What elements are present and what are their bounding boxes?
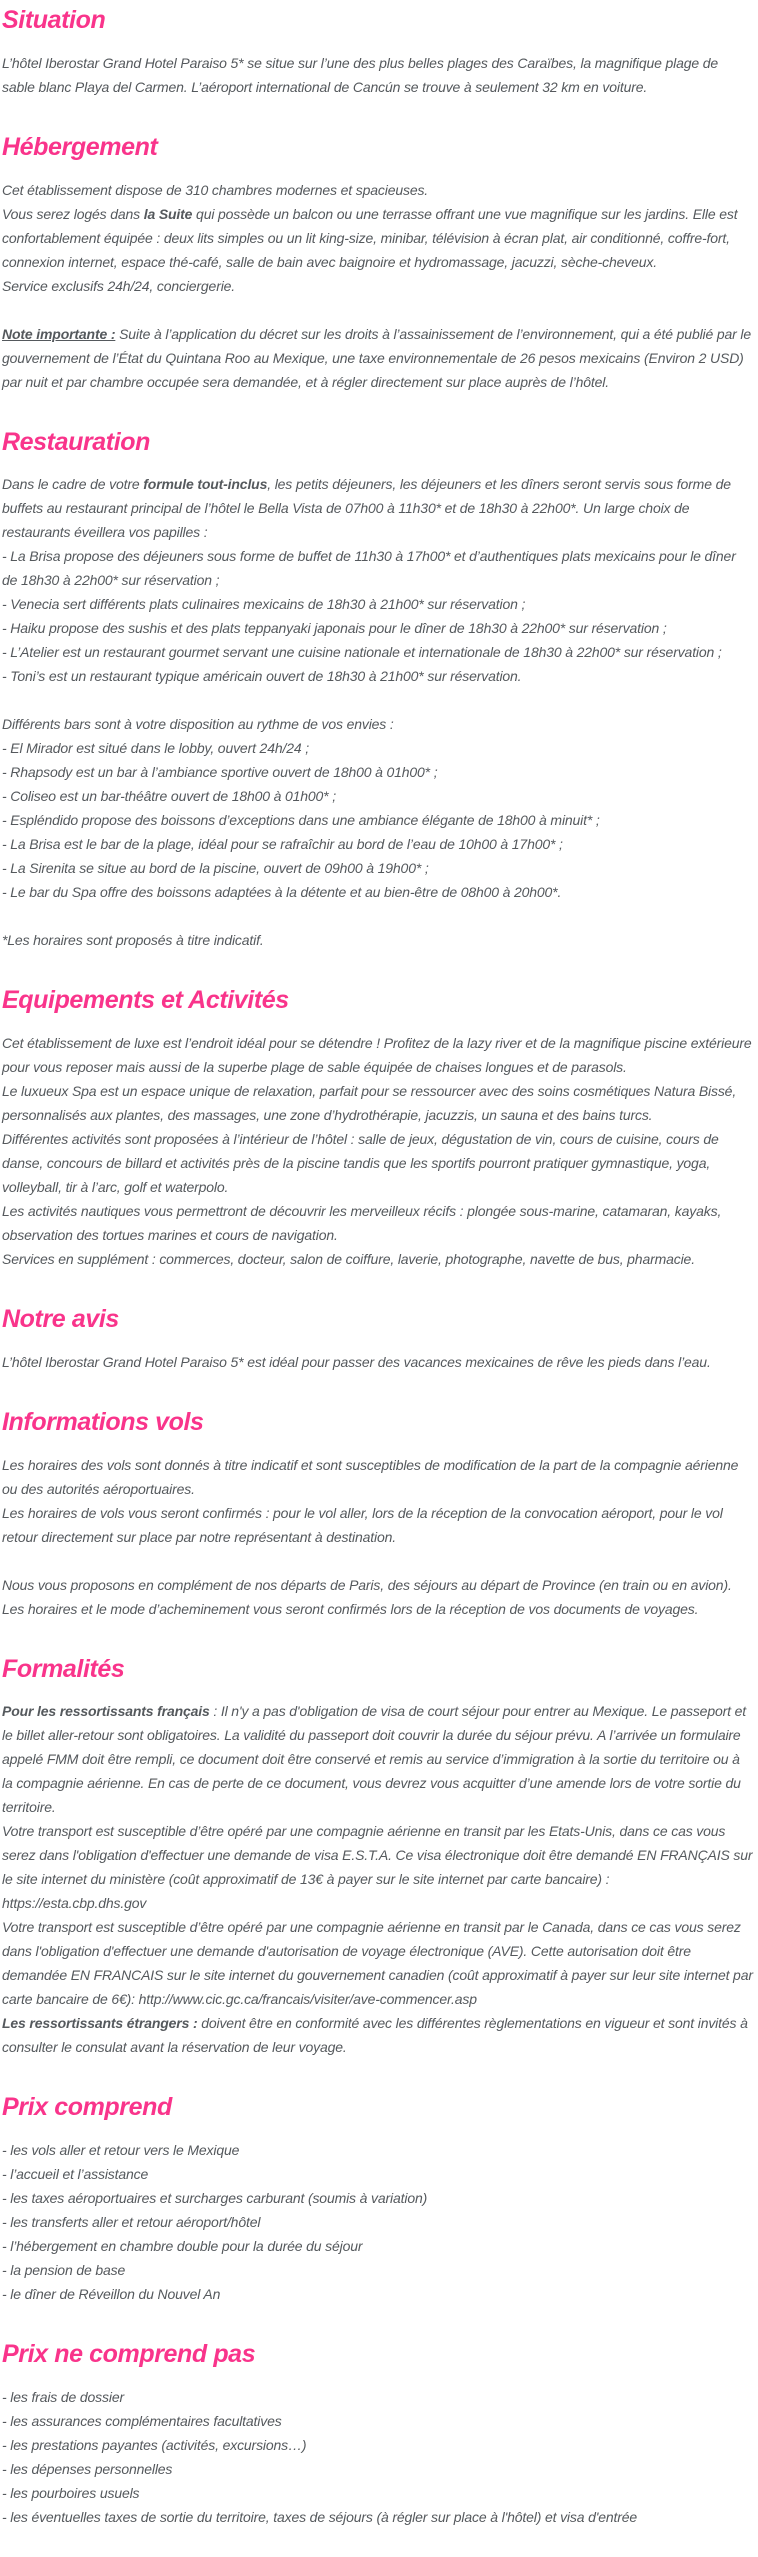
paragraph	[2, 1079, 754, 1127]
paragraph	[2, 592, 754, 616]
text-run: doivent être en conformité avec les différentes règlementations en vigueur et sont invités à consulter le consulat avant la réservation de leur voyage.	[2, 2015, 748, 2056]
text-run: formule tout-inclus	[143, 476, 268, 493]
text-run: Nous vous proposons en complément de nos départs de Paris, des séjours au départ de Province (en train ou en avion).	[2, 1576, 732, 1593]
text-run: qui possède un balcon ou une terrasse offrant une vue magnifique sur les jardins. Elle est confortablement équipée : deux lits simples ou un lit king-size, minibar, télévision à écran plat, air conditionné, coffre-fort, connexion internet, espace thé-café, salle de bain avec baignoire et hydromassage, jacuzzi, sèche-cheveux.	[2, 205, 738, 270]
section-equipements-et-activites	[2, 986, 754, 1271]
text-run: Dans le cadre de votre	[2, 476, 144, 493]
text-run: Les horaires et le mode d’acheminement vous seront confirmés lors de la réception de vos documents de voyages.	[2, 1600, 699, 1617]
paragraph	[2, 2210, 754, 2234]
paragraph	[2, 856, 754, 880]
paragraph	[2, 1127, 754, 1199]
paragraph	[2, 2409, 754, 2433]
section-heading-equipements-et-activites: Equipements et Activités	[2, 986, 289, 1015]
text-run: - Toni’s est un restaurant typique américain ouvert de 18h30 à 21h00* sur réservation.	[2, 668, 522, 685]
paragraph	[2, 2138, 754, 2162]
paragraph	[2, 712, 754, 736]
text-run: - les dépenses personnelles	[2, 2460, 173, 2477]
section-formalites	[2, 1655, 754, 2060]
paragraph	[2, 1915, 754, 2011]
text-run: - l’hébergement en chambre double pour la durée du séjour	[2, 2238, 363, 2254]
text-run: - La Brisa propose des déjeuners sous forme de buffet de 11h30 à 17h00* et d’authentiques plats mexicains pour le dîner de 18h30 à 22h00* sur réservation ;	[2, 548, 736, 589]
text-run: - Venecia sert différents plats culinaires mexicains de 18h30 à 21h00* sur réservation ;	[2, 596, 526, 613]
paragraph	[2, 178, 754, 202]
paragraph	[2, 1031, 754, 1079]
paragraph	[2, 2162, 754, 2186]
paragraph	[2, 472, 754, 544]
paragraph	[2, 784, 754, 808]
section-prix-comprend	[2, 2093, 754, 2306]
paragraph-spacer	[2, 298, 754, 322]
section-heading-notre-avis: Notre avis	[2, 1305, 119, 1333]
text-run: Service exclusifs 24h/24, conciergerie.	[2, 277, 236, 294]
paragraph	[2, 322, 754, 394]
paragraph-spacer	[2, 904, 754, 928]
text-run: - Rhapsody est un bar à l’ambiance sportive ouvert de 18h00 à 01h00* ;	[2, 764, 438, 781]
text-run: Pour les ressortissants français	[2, 1703, 210, 1720]
text-run: L’hôtel Iberostar Grand Hotel Paraiso 5* se situe sur l’une des plus belles plages des Caraïbes, la magnifique plage de sable blanc Playa del Carmen. L’aéroport international de Cancún se trouve à seulement 32 km en voiture.	[2, 54, 719, 95]
text-run: Les activités nautiques vous permettront de découvrir les merveilleux récifs : plongée sous-marine, catamaran, kayaks, observation des tortues marines et cours de navigation.	[2, 1203, 722, 1243]
paragraph	[2, 2505, 754, 2529]
paragraph	[2, 2011, 754, 2059]
section-heading-prix-comprend: Prix comprend	[2, 2093, 172, 2122]
text-run: - Espléndido propose des boissons d’exceptions dans une ambiance élégante de 18h00 à minuit* ;	[2, 812, 600, 829]
text-run: - les prestations payantes (activités, excursions…)	[2, 2436, 307, 2453]
section-heading-restauration: Restauration	[2, 427, 151, 456]
text-run: - Haiku propose des sushis et des plats teppanyaki japonais pour le dîner de 18h30 à 22h00* sur réservation ;	[2, 620, 667, 637]
text-run: la Suite	[143, 205, 193, 222]
text-run: - Coliseo est un bar-théâtre ouvert de 18h00 à 01h00* ;	[2, 788, 336, 805]
paragraph	[2, 2457, 754, 2481]
text-run: L’hôtel Iberostar Grand Hotel Paraiso 5* est idéal pour passer des vacances mexicaines de rêve les pieds dans l’eau.	[2, 1353, 711, 1370]
section-hebergement	[2, 133, 754, 394]
text-run: Cet établissement dispose de 310 chambres modernes et spacieuses.	[2, 181, 429, 198]
paragraph	[2, 1819, 754, 1915]
text-run: - la pension de base	[2, 2262, 126, 2278]
text-run: - La Brisa est le bar de la plage, idéal pour se rafraîchir au bord de l’eau de 10h00 à 17h00* ;	[2, 836, 563, 853]
text-run: , les petits déjeuners, les déjeuners et les dîners seront servis sous forme de buffets au restaurant principal de l’hôtel le Bella Vista de 07h00 à 11h30* et de 18h30 à 22h00*. Un large choix de restaurants éveillera vos papilles :	[2, 476, 731, 541]
paragraph	[2, 880, 754, 904]
paragraph	[2, 1597, 754, 1621]
section-heading-situation: Situation	[2, 6, 106, 34]
section-heading-informations-vols: Informations vols	[2, 1407, 204, 1436]
paragraph	[2, 2234, 754, 2258]
text-run: Les ressortissants étrangers :	[2, 2015, 198, 2032]
paragraph	[2, 1453, 754, 1501]
text-run: Le luxueux Spa est un espace unique de relaxation, parfait pour se ressourcer avec des soins cosmétiques Natura Bissé, personnalisés aux plantes, des massages, une zone d’hydrothérapie, jacuzzis, un sauna et des bains turcs.	[2, 1083, 737, 1123]
paragraph	[2, 1573, 754, 1597]
paragraph	[2, 928, 754, 952]
paragraph-spacer	[2, 1549, 754, 1573]
text-run: - les transferts aller et retour aéroport/hôtel	[2, 2214, 261, 2230]
paragraph	[2, 1199, 754, 1247]
text-run: Les horaires des vols sont donnés à titre indicatif et sont susceptibles de modification de la part de la compagnie aérienne ou des autorités aéroportuaires.	[2, 1456, 739, 1497]
paragraph	[2, 1247, 754, 1271]
text-run: Cet établissement de luxe est l’endroit idéal pour se détendre ! Profitez de la lazy river et de la magnifique piscine extérieure pour vous reposer mais aussi de la superbe plage de sable équipée de chaises longues et de parasols.	[2, 1035, 752, 1075]
paragraph	[2, 2282, 754, 2306]
text-run: - les éventuelles taxes de sortie du territoire, taxes de séjours (à régler sur place à l'hôtel) et visa d'entrée	[2, 2508, 638, 2525]
text-run: - les vols aller et retour vers le Mexique	[2, 2142, 240, 2158]
text-run: Vous serez logés dans	[2, 205, 144, 222]
paragraph	[2, 640, 754, 664]
section-heading-prix-ne-comprend-pas: Prix ne comprend pas	[2, 2340, 256, 2368]
text-run: : Il n'y a pas d'obligation de visa de court séjour pour entrer au Mexique. Le passeport et le billet aller-retour sont obligatoires. La validité du passeport doit couvrir la durée du séjour prévu. A l’arrivée un formulaire appelé FMM doit être rempli, ce document doit être conservé et remis au service d’immigration à la sortie du territoire ou à la compagnie aérienne. En cas de perte de ce document, vous devrez vous acquitter d’une amende lors de votre sortie du territoire.	[2, 1703, 746, 1816]
paragraph	[2, 736, 754, 760]
text-run: Note importante :	[2, 325, 116, 342]
text-run: - les frais de dossier	[2, 2388, 124, 2405]
text-run: Suite à l’application du décret sur les droits à l’assainissement de l’environnement, qui a été publié par le gouvernement de l’État du Quintana Roo au Mexique, une taxe environnementale de 26 pesos mexicains (Environ 2 USD) par nuit et par chambre occupée sera demandée, et à régler directement sur place auprès de l’hôtel.	[2, 325, 751, 390]
paragraph	[2, 2186, 754, 2210]
text-run: Votre transport est susceptible d’être opéré par une compagnie aérienne en transit par les Etats-Unis, dans ce cas vous serez dans l'obligation d'effectuer une demande de visa E.S.T.A. Ce visa électronique doit être demandé EN FRANÇAIS sur le site internet du ministère (coût approximatif de 13€ à payer sur le site internet par carte bancaire) : https://esta.cbp.dhs.gov	[2, 1823, 753, 1912]
paragraph	[2, 1699, 754, 1819]
paragraph	[2, 51, 754, 99]
paragraph	[2, 808, 754, 832]
text-run: - les assurances complémentaires facultatives	[2, 2412, 282, 2429]
paragraph	[2, 616, 754, 640]
paragraph	[2, 760, 754, 784]
text-run: - L’Atelier est un restaurant gourmet servant une cuisine nationale et internationale de 18h30 à 22h00* sur réservation ;	[2, 644, 722, 661]
paragraph	[2, 1501, 754, 1549]
paragraph	[2, 2433, 754, 2457]
text-run: Votre transport est susceptible d’être opéré par une compagnie aérienne en transit par le Canada, dans ce cas vous serez dans l'obligation d'effectuer une demande d'autorisation de voyage électronique (AVE). Cette autorisation doit être demandée EN FRANCAIS sur le site internet du gouvernement canadien (coût approximatif à payer sur leur site internet par carte bancaire de 6€): http://www.cic.gc.ca/francais/visiter/ave-commencer.asp	[2, 1919, 753, 2008]
section-situation	[2, 6, 754, 99]
paragraph	[2, 1350, 754, 1374]
text-run: Les horaires de vols vous seront confirmés : pour le vol aller, lors de la réception de la convocation aéroport, pour le vol retour directement sur place par notre représentant à destination.	[2, 1504, 723, 1545]
paragraph-spacer	[2, 688, 754, 712]
paragraph	[2, 2385, 754, 2409]
paragraph	[2, 2481, 754, 2505]
text-run: - l’accueil et l’assistance	[2, 2166, 149, 2182]
section-informations-vols	[2, 1408, 754, 1621]
text-run: - El Mirador est situé dans le lobby, ouvert 24h/24 ;	[2, 740, 309, 757]
text-run: Services en supplément : commerces, docteur, salon de coiffure, laverie, photographe, navette de bus, pharmacie.	[2, 1251, 695, 1267]
section-notre-avis	[2, 1305, 754, 1374]
section-heading-formalites: Formalités	[2, 1654, 125, 1683]
paragraph	[2, 2258, 754, 2282]
text-run: Différents bars sont à votre disposition au rythme de vos envies :	[2, 716, 394, 733]
paragraph	[2, 832, 754, 856]
text-run: Différentes activités sont proposées à l’intérieur de l’hôtel : salle de jeux, dégustation de vin, cours de cuisine, cours de danse, concours de billard et activités près de la piscine tandis que les sportifs pourront pratiquer gymnastique, yoga, volleyball, tir à l’arc, golf et waterpolo.	[2, 1131, 719, 1195]
section-heading-hebergement: Hébergement	[2, 132, 158, 161]
paragraph	[2, 274, 754, 298]
paragraph	[2, 664, 754, 688]
section-restauration	[2, 428, 754, 953]
text-run: - le dîner de Réveillon du Nouvel An	[2, 2286, 221, 2302]
paragraph	[2, 202, 754, 274]
text-run: - les pourboires usuels	[2, 2484, 140, 2501]
text-run: *Les horaires sont proposés à titre indicatif.	[2, 932, 264, 949]
paragraph	[2, 544, 754, 592]
text-run: - Le bar du Spa offre des boissons adaptées à la détente et au bien-être de 08h00 à 20h00*.	[2, 884, 562, 901]
section-prix-ne-comprend-pas	[2, 2340, 754, 2529]
text-run: - les taxes aéroportuaires et surcharges carburant (soumis à variation)	[2, 2190, 428, 2206]
text-run: - La Sirenita se situe au bord de la piscine, ouvert de 09h00 à 19h00* ;	[2, 860, 429, 877]
